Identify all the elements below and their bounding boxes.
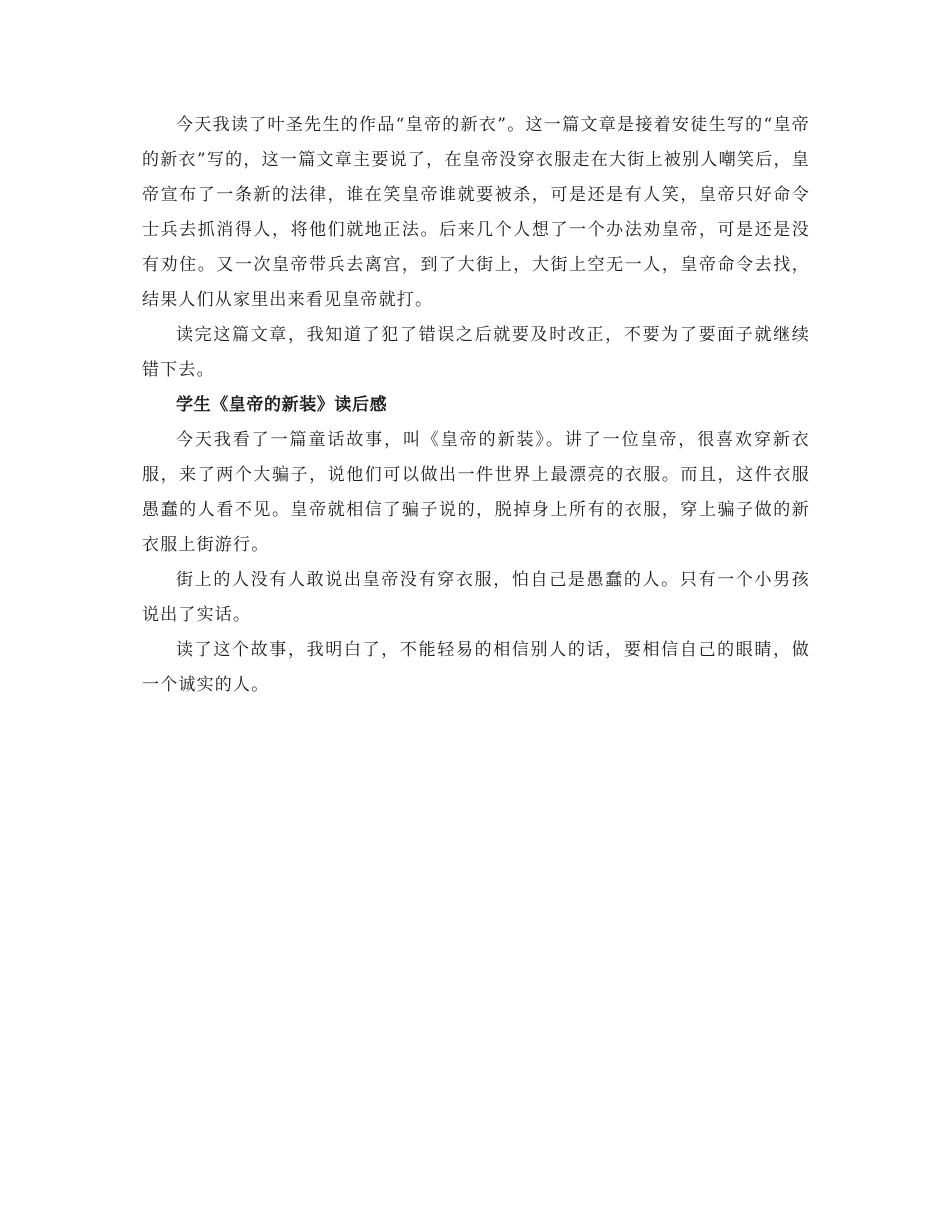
section-paragraph-2: 街上的人没有人敢说出皇帝没有穿衣服，怕自己是愚蠢的人。只有一个小男孩说出了实话。 <box>142 570 810 625</box>
section-paragraph-1: 今天我看了一篇童话故事，叫《皇帝的新装》。讲了一位皇帝，很喜欢穿新衣服，来了两个大骗子，说他们可以做出一件世界上最漂亮的衣服。而且，这件衣服愚蠢的人看不见。皇帝就相信了骗子说的，脱掉身上所有的衣服，穿上骗子做的新衣服上街游行。 <box>142 430 810 555</box>
paragraph-2: 读完这篇文章，我知道了犯了错误之后就要及时改正，不要为了要面子就继续错下去。 <box>142 325 810 380</box>
paragraph-1: 今天我读了叶圣先生的作品“皇帝的新衣”。这一篇文章是接着安徒生写的“皇帝的新衣”写的，这一篇文章主要说了，在皇帝没穿衣服走在大街上被别人嘲笑后，皇帝宣布了一条新的法律，谁在笑皇帝谁就要被杀，可是还是有人笑，皇帝只好命令士兵去抓消得人，将他们就地正法。后来几个人想了一个办法劝皇帝，可是还是没有劝住。又一次皇帝带兵去离宫，到了大街上，大街上空无一人，皇帝命令去找，结果人们从家里出来看见皇帝就打。 <box>142 115 810 310</box>
document-body <box>142 108 810 703</box>
section-paragraph-3: 读了这个故事，我明白了，不能轻易的相信别人的话，要相信自己的眼睛，做一个诚实的人。 <box>142 640 810 695</box>
section-title: 学生《皇帝的新装》读后感 <box>176 395 388 415</box>
